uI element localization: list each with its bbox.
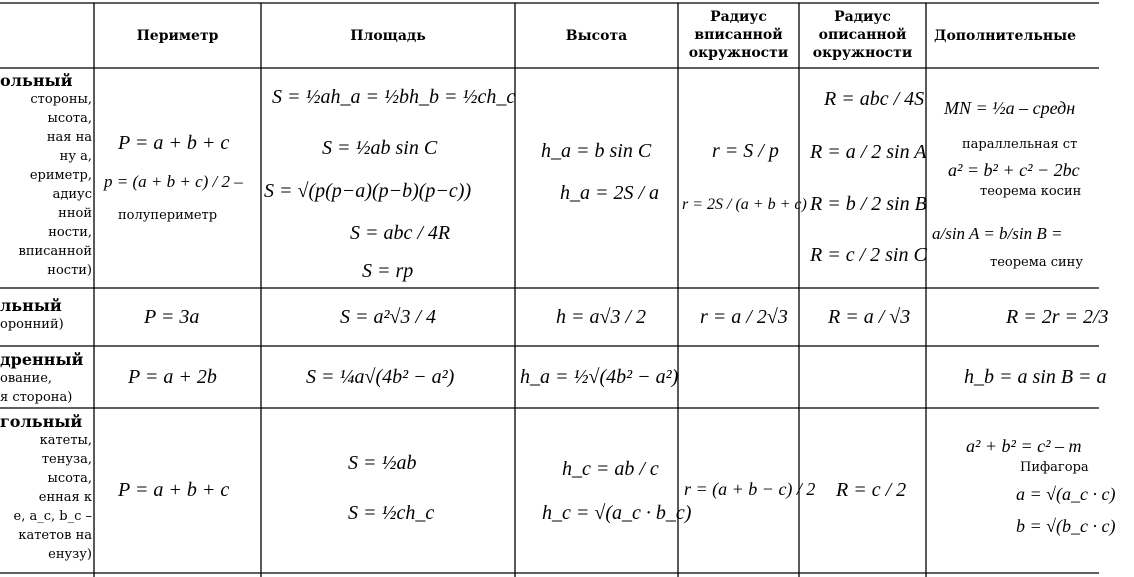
row-label-equilateral: льный оронний) xyxy=(0,296,64,332)
formula-circumradius-b: R = b / 2 sin B xyxy=(810,193,927,215)
formula-right-area-legs: S = ½ab xyxy=(348,452,417,474)
header-height: Высота xyxy=(565,28,628,44)
formula-cosine-law: a² = b² + c² − 2bc xyxy=(948,160,1080,180)
formula-area-circumradius: S = abc / 4R xyxy=(350,222,451,244)
formula-circumradius-c: R = c / 2 sin C xyxy=(810,244,927,266)
note-sine-law: теорема сину xyxy=(990,255,1083,270)
header-additional: Дополнительные xyxy=(934,28,1077,44)
formula-iso-area: S = ¼a√(4b² − a²) xyxy=(306,366,455,388)
formula-right-circumradius: R = c / 2 xyxy=(836,479,907,501)
formula-eq-circumradius: R = a / √3 xyxy=(828,306,911,328)
formula-area-inradius: S = rp xyxy=(362,260,414,282)
header-circumscribed-radius: Радиус описанной окружности xyxy=(812,9,913,61)
formula-semiperimeter: p = (a + b + c) / 2 – xyxy=(104,172,243,191)
formula-eq-perimeter: P = 3a xyxy=(144,306,200,328)
formula-right-inradius: r = (a + b − c) / 2 xyxy=(684,479,816,499)
formula-height-sine: h_a = b sin C xyxy=(541,140,652,162)
formula-right-perimeter: P = a + b + c xyxy=(118,479,230,501)
formula-height-area: h_a = 2S / a xyxy=(560,182,660,204)
formula-iso-height: h_a = ½√(4b² − a²) xyxy=(520,366,679,388)
formula-iso-additional: h_b = a sin B = a xyxy=(964,366,1107,388)
formula-eq-inradius: r = a / 2√3 xyxy=(700,306,788,328)
formula-eq-height: h = a√3 / 2 xyxy=(556,306,647,328)
formula-perimeter: P = a + b + c xyxy=(118,132,230,154)
formula-area-sine: S = ½ab sin C xyxy=(322,137,438,159)
header-perimeter: Периметр xyxy=(136,28,219,44)
formula-area-heron: S = √(p(p−a)(p−b)(p−c)) xyxy=(264,180,472,202)
row-label-arbitrary: ольный стороны, ысота, ная на ну a, ериметр, адиус нной ности, вписанной ности) xyxy=(0,71,92,278)
row-label-right: гольный катеты, тенуза, ысота, енная к е, a_c, b_c – катетов на енузу) xyxy=(0,412,92,562)
formula-eq-additional: R = 2r = 2/3 xyxy=(1006,306,1109,328)
formula-right-height-1: h_c = ab / c xyxy=(562,458,659,480)
formula-leg-b: b = √(b_c · c) xyxy=(1016,516,1116,536)
note-pythagoras: Пифагора xyxy=(1020,460,1089,475)
formula-right-area-hyp: S = ½ch_c xyxy=(348,502,435,524)
formula-pythagoras: a² + b² = c² – т xyxy=(966,436,1082,456)
formula-circumradius-abc: R = abc / 4S xyxy=(824,88,925,110)
formula-midline: MN = ½a – средн xyxy=(944,98,1076,118)
header-inscribed-radius: Радиус вписанной окружности xyxy=(688,9,789,61)
formula-inradius-area: r = S / p xyxy=(712,140,779,162)
note-semiperimeter: полупериметр xyxy=(118,208,218,223)
formula-leg-a: a = √(a_c · c) xyxy=(1016,484,1116,504)
formula-right-height-2: h_c = √(a_c · b_c) xyxy=(542,502,692,524)
note-midline: параллельная ст xyxy=(962,137,1078,152)
formula-eq-area: S = a²√3 / 4 xyxy=(340,306,437,328)
header-area: Площадь xyxy=(350,28,426,44)
formula-circumradius-a: R = a / 2 sin A xyxy=(810,141,927,163)
formula-sine-law: a/sin A = b/sin B = xyxy=(932,224,1063,243)
formula-area-heights: S = ½ah_a = ½bh_b = ½ch_c xyxy=(272,86,516,108)
note-cosine-law: теорема косин xyxy=(980,184,1082,199)
formula-iso-perimeter: P = a + 2b xyxy=(128,366,217,388)
formula-inradius-sides: r = 2S / (a + b + c) xyxy=(682,196,807,213)
row-label-isosceles: дренный ование, я сторона) xyxy=(0,350,84,405)
